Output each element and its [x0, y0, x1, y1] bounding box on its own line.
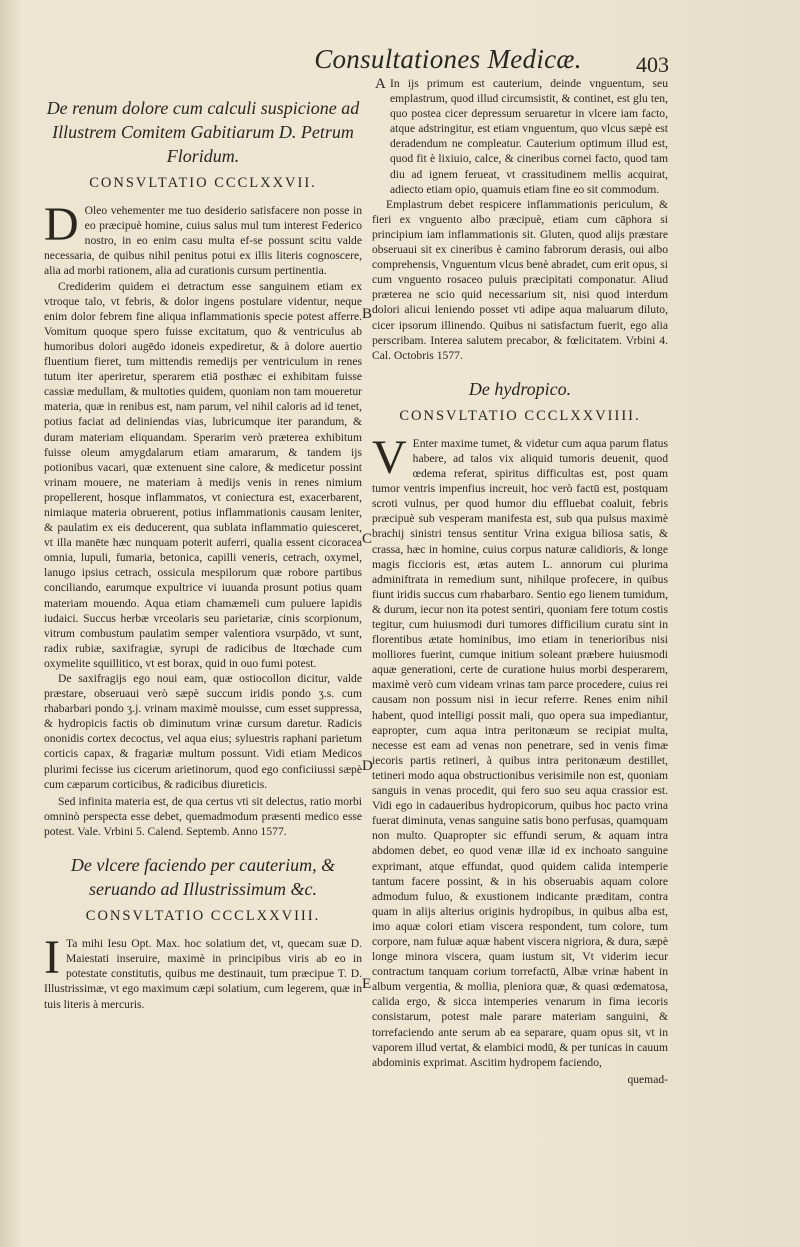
running-head: Consultationes Medicæ.	[314, 44, 582, 74]
consultatio-heading: CONSVLTATIO CCCLXXVIIII.	[399, 407, 641, 424]
paragraph	[44, 198, 362, 278]
margin-letter-c: C	[362, 531, 373, 547]
right-column	[372, 76, 668, 1087]
margin-letter-b: B	[362, 306, 373, 322]
paragraph: Crediderim quidem ei detractum esse sanguinem etiam ex vtroque talo, vt febris, & dolor ingens postulare videntur, neque enim dolor febrem fine aliqua inflammationis specie potest afferre. Vomitum quoque spero fuisse excitatum, quo & ventriculus ab humoribus dolori augēdo idoneis expediretur, & à dolore auertio fluentium fieret, tum mittendis remedijs per ventriculum in renes tutum iter aperiretur, sperarem etiā posthæc ei exhibitam fuisse cassiæ medullam, & multoties quidem, quoniam non tam moueretur materia, quæ in renibus est, nam parum, vel nihil caloris ad id tenet, potius faciat ad deliniendas vias, lubricumque iter parandum, & duram materiam eliquandam. Sperarim verò præterea exhibitum fuisse oleum amygdalarum etiam amararum, & tandem ijs potionibus vacari, quæ extenuent sine calore, & medicetur possint vrinam mouere, ne materiam à medijs venis in renes nimium propellerent, hosque inflammatos, vt coniectura est, exacerbarent, nimiaque materia obruerent, potius inflammationis causam leniter, & paulatim ex eis deducerent, qua sublata inflammatio quiesceret, vt illa manēte hæc nunquam poterit auferri, qualia essent cicoracea omnia, lupuli, fumaria, betonica, capilli veneris, cetrach, oxymel, lanugo ipsius cetrach, ossicula mespilorum quæ robore partibus conciliando, earumque expultrice vi iuuanda prosunt potius quam materiam mouendo. Aqua etiam chamæmeli cum puluere lapidis iudaici. Succus herbæ vrceolaris seu parietariæ, cinis scorpionum, vitrum combustum paulatim semper valentiora vsurpādo, vt sunt, radix rubiæ, saxifragiæ, syrupi de radicibus de ltœchade cum oxymelite squillitico, vt est borax, quid in ouo fumi potest.	[44, 279, 362, 670]
paragraph-text: Oleo vehementer me tuo desiderio satisfacere non posse in eo præcipuè homine, cuius salus mul tum interest Federico nostro, in eo enim casu multa ef-se possunt scitu valde necessaria, de quibus nihil penitus potui ex illis literis cognoscere, alia ad morbi rationem, alia ad curationis cursum pertinentia.	[44, 204, 362, 278]
margin-letter-a: A	[375, 76, 386, 92]
section-title: De vlcere faciendo per cauterium, & seruando ad Illustrissimum &c.	[70, 855, 336, 900]
paragraph-text: Enter maxime tumet, & videtur cum aqua parum flatus habere, ad talos vix aliquid tumoris deuenit, quod œdema referat, spiritus difficultas est, post quam tumor ventris impenfius increuit, hoc verò factū est, postquam scroti vulnus, per quod humor diu effluebat coaluit, febris præcipuè sub vesperam manifesta est, sub qua pulsus maximè brachij sinistri tensus sentitur Vrina exigua biliosa satis, & crassa, hæc in homine, cuius corpus naturæ calidioris, & longe magis ficcioris est, ætas autem L. annorum cui plurima adminiftrata in remedium sunt, nihilque profecere, in quibus fiunt iridis succus cum rhabarbaro. Sentio ego lienem tumidum, & durum, iecur non ita potest sentiri, quoniam fere totum costis tegitur, cum huiusmodi duri tumores difficilium curatu sint in florentibus ætate hominibus, imo etiam in tenerioribus nisi molliores fuerint, cumque initium soleant præbere huiusmodi aquæ generationi, certe de curatione huius morbi desperarem, maximè verò cum videam vrinas tam parce procedere, cuius rei causam non possum nisi in iecur referre. Renes enim nihil habent, quod intelligi possit mali, quo opera sua impediantur, eapropter, cum aqua intra peritonæum se recipiat multa, necesse est eam ad venas non penetrare, sed in venis fimæ iecoris partis retineri, à quibus intra peritonæum destillet, tetineri modo aqua obstructionibus verisimile non est, quoniam sanguis in venas procedit, qui fero suo seu aqua crassior est. Vidi ego in cadaueribus hydropicorum, quibus hoc pacto vrina fuerat diminuta, venas sanguine satis bono perfusas, quamquam non multo. Quapropter sic effundi serum, & aquam intra abdomen debet, eo quod venæ illæ id ex inchoato sanguine exprimant, atque effundat, quod quidem calida intemperie tantum facere possint, & in his obseruabis aquam colore admodum fuluo, & exustionem indicante præditam, contra quam in alijs alterius originis hydropibus, in quibus alba est, imo aquæ colori etiam viscera respondent, tum colore, tum corpore, nam fuluæ aquæ habent viscera nigriora, & dura, sæpè longe minora viscera, quam iustum sit, Vt viderim iecur contractum tanquam corium torrefactū, Albæ vrinæ habent in album vergentia, & mollia, pleniora quæ, & quasi œdematosa, calida ergo, & sicca intemperies venarum in fima iecoris consistarum, potest male parare materiam sanguini, & torrefaciendo ante serum ab ea separare, quam opus sit, vt in vaporem illud vertat, & elambici modū, & per tunicas in cauum abdominis exprimat. Ascitim hydropem faciendo,	[372, 436, 668, 1069]
paragraph	[44, 931, 362, 1011]
drop-cap: I	[44, 931, 60, 985]
consultatio-heading: CONSVLTATIO CCCLXXVIII.	[85, 908, 321, 925]
section-title: De hydropico.	[468, 378, 572, 399]
section-title: De renum dolore cum calculi suspicione ad Illustrem Comitem Gabitiarum D. Petrum Floridum.	[46, 98, 360, 166]
paragraph: Sed infinita materia est, de qua certus vti sit delectus, ratio morbi omninò perspecta esse debet, quemadmodum præsenti medico esse potest. Vale. Vrbini 5. Calend. Septemb. Anno 1577.	[44, 794, 362, 838]
left-column	[44, 90, 362, 1012]
consultatio-heading: CONSVLTATIO CCCLXXVII.	[89, 175, 317, 191]
paragraph: In ijs primum est cauterium, deinde vnguentum, seu emplastrum, quod illud circumsistit, & continet, est glu ten, quo postea cicer depressum seruaretur in vlcere iam facto, atque adstringitur, est etiam vnguentum, quo vlcus sæpè est deradendum ne compleatur. Cauterium optimum illud est, quod fit è lixiuio, calce, & cineribus cornei facto, quod tam diu ad ignem feruеat, vt crassitudinem mellis acquirat, adiecto etiam opio, quamuis etiam fine eo sit commodum.	[390, 77, 668, 196]
page-number: 403	[636, 52, 669, 77]
paragraph	[372, 430, 668, 1070]
paragraph-text: Ta mihi Iesu Opt. Max. hoc solatium det, vt, quecam suæ D. Maiestati inseruire, maximè in principibus viris ab eo in potestate constitutis, quibus me destinauit, tum præcipue T. D. Illustrissimæ, vt ego maximum cæpi solatium, cum legerem, quæ in tuis literis à mercuris.	[44, 937, 362, 1011]
paragraph: Emplastrum debet respicere inflammationis periculum, & fieri ex vnguento albo præcipuè, etiam cum cāphora si principium iam inflammationis sit. Gluten, quod alijs præstare obseruaui sit ex cineribus è camino fabrorum derasis, oui albo comprehensis, Vnguentum vlcus benè abradet, cum erit opus, si cum vnguento rosaceo puluis præcipitati componatur. Aliud præterea ne scio quid necessarium sit, nisi quod interdum dolori alicui leniendo posset vti adipe aqua maluarum diluto, cicer ipsorum illinendo. Quibus ni satisfactum fuerit, ego alia perscribam. Interea salutem precabor, & fœlicitatem. Vrbini 4. Cal. Octobris 1577.	[372, 197, 668, 362]
catchword: quemad-	[627, 1072, 668, 1086]
drop-cap: D	[44, 198, 79, 252]
paragraph: De saxifragijs ego noui eam, quæ ostiocollon dicitur, valde præstare, obseruaui verò sæpè succum iridis pondo ʒ.s. cum rhabarbari pondo ʒ.j. vrinam maximè mouisse, cum esset suppressa, & hydropicis factis ob diminutum vrinæ cursum daretur. Radicis ononidis cortex decoctus, vel aqua eius; syluestris raphani parietum corticis capax, & fragariæ multum possunt. Vidi etiam Medicos plurimi fecisse ius cicerum arietinorum, quod ego conficiiussi sæpè cum cæparum corticibus, & radicibus diureticis.	[44, 672, 362, 791]
drop-cap: V	[372, 430, 407, 484]
margin-letter-e: E	[362, 976, 372, 992]
margin-letter-d: D	[362, 758, 373, 774]
